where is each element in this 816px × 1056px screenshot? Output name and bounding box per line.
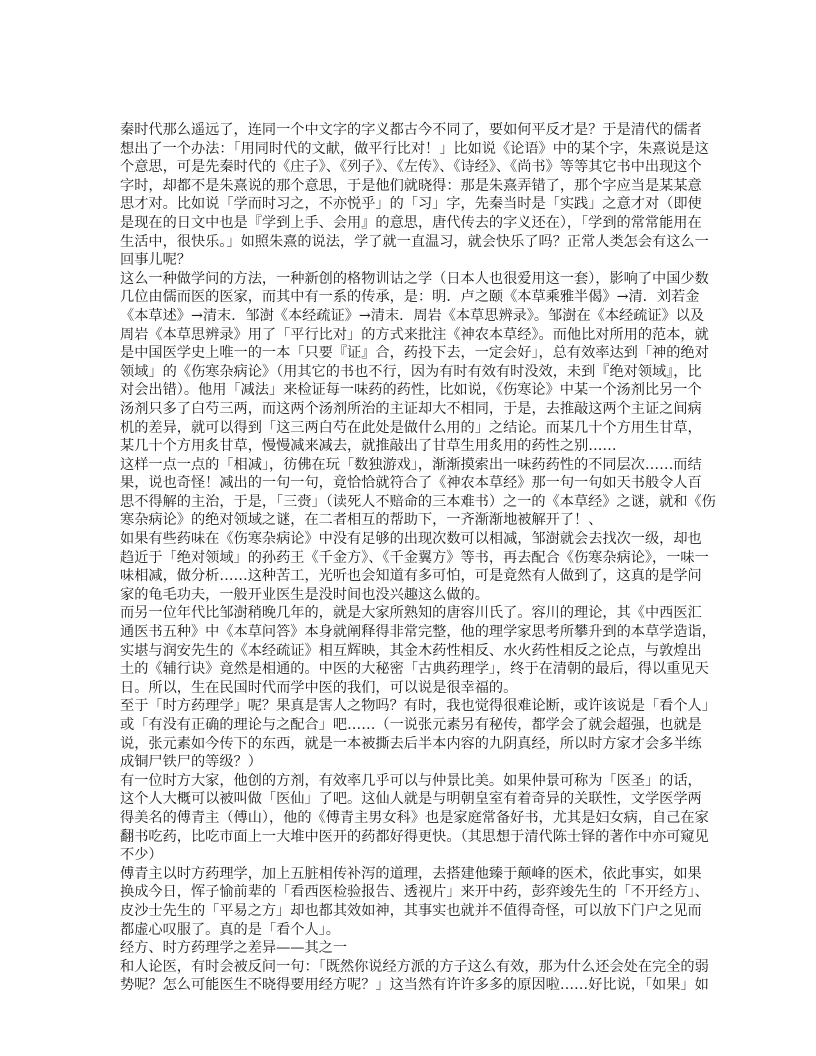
paragraph [120,772,709,865]
text-line: 味相减，做分析……这种苦工，光听也会知道有多可怕，可是竟然有人做到了，这真的是学问 [120,568,702,585]
text-line: 说，张元素如今传下的东西，就是一本被撕去后半本内容的九阴真经，所以时方家才会多半练 [120,735,702,752]
text-line: 势呢？怎么可能医生不晓得要用经方呢？」这当然有许许多多的原因啦……好比说，「如果」如 [120,977,709,994]
paragraph [120,121,709,270]
text-line: 果，说也奇怪！减出的一句一句，竟恰恰就符合了《神农本草经》那一句一句如天书般令人百 [120,475,702,492]
text-line: 汤剂只多了白芍三两，而这两个汤剂所治的主证却大不相同，于是，去推敲这两个主证之间病 [120,400,702,417]
text-line: 经方、时方药理学之差异——其之一 [120,940,348,957]
text-line: 是现在的日文中也是『学到上手、会用』的意思，唐代传去的字义还在），「学到的常常能用在 [120,214,702,231]
text-line: 和人论医，有时会被反问一句：「既然你说经方派的方子这么有效，那为什么还会处在完全的弱 [120,958,709,975]
text-line: 换成今日，恽子愉前辈的「看西医检验报告、透视片」来开中药，彭弈竣先生的「不开经方」、 [120,884,709,901]
text-line: 如果有些药味在《伤寒杂病论》中没有足够的出现次数可以相减，邹澍就会去找次一级，却也 [120,531,702,548]
text-line: 秦时代那么遥远了，连同一个中文字的字义都古今不同了，要如何平反才是？于是清代的儒者 [120,122,702,138]
text-line: 寒杂病论》的绝对领域之谜，在二者相互的帮助下，一齐渐渐地被解开了！、 [120,512,603,529]
text-line: 都虚心叹服了。真的是「看个人」。 [120,921,340,938]
text-line: 思才对。比如说「学而时习之，不亦悦乎」的「习」字，先秦当时是「实践」之意才对（即使 [120,196,702,213]
text-line: 傅青主以时方药理学，加上五脏相传补泻的道理，去搭建他臻于颠峰的医术，依此事实，如果 [120,865,702,882]
paragraph [120,456,716,530]
paragraph [120,958,709,995]
text-line: 几位由儒而医的医家，而其中有一系的传承，是：明．卢之颐《本草乘雅半偈》→清．刘若金 [120,289,700,306]
text-line: 思不得解的主治，于是，「三赍」（读死人不赔命的三本难书）之一的《本草经》之谜，就和《伤 [120,493,716,510]
text-line: 某几十个方用炙甘草，慢慢减来减去，就推敲出了甘草生用炙用的药性之别…… [120,438,617,455]
text-line: 想出了一个办法：「用同时代的文献，做平行比对！」比如说《论语》中的某个字，朱熹说是这 [120,140,709,157]
text-line: 个意思，可是先秦时代的《庄子》、《列子》、《左传》、《诗经》、《尚书》等等其它书中出现这个 [120,159,702,176]
text-line: 通医书五种》中《本草问答》本身就阐释得非常完整，他的理学家思考所攀升到的本草学造诣， [120,624,716,641]
paragraph [120,530,709,604]
paragraph [120,604,716,697]
text-line: 翻书吃药，比吃市面上一大堆中医开的药都好得更快。（其思想于清代陈士铎的著作中亦可窥见 [120,828,709,845]
paragraph [120,865,709,939]
document-body [120,121,716,995]
text-line: 生活中，很快乐。」如照朱熹的说法，学了就一直温习，就会快乐了吗？正常人类怎会有这么一 [120,233,709,250]
text-line: 机的差异，就可以得到「这三两白芍在此处是做什么用的」之结论。而某几十个方用生甘草， [120,419,702,436]
text-line: 字时，却都不是朱熹说的那个意思，于是他们就晓得：那是朱熹弄错了，那个字应当是某某意 [120,177,702,194]
paragraph [120,939,698,958]
text-line: 有一位时方大家，他创的方剂，有效率几乎可以与仲景比美。如果仲景可称为「医圣」的话， [120,772,702,789]
text-line: 实堪与润安先生的《本经疏证》相互辉映，其金木药性相反、水火药性相反之论点，与敦煌出 [120,642,702,659]
text-line: 土的《辅行诀》竟然是相通的。中医的大秘密「古典药理学」，终于在清朝的最后，得以重见天 [120,661,709,678]
text-line: 周岩《本草思辨录》用了「平行比对」的方式来批注《神农本草经》。而他比对所用的范本，就 [120,326,709,343]
paragraph [120,270,709,456]
text-line: 是中国医学史上唯一的一本「只要『证』合，药投下去，一定会好」，总有效率达到「神的绝对 [120,345,709,362]
text-line: 家的龟毛功夫，一般开业医生是没时间也没兴趣这么做的。 [120,586,489,603]
text-line: 回事儿呢？ [120,252,191,269]
text-line: 这个人大概可以被叫做「医仙」了吧。这仙人就是与明朝皇室有着奇异的关联性，文学医学两 [120,791,702,808]
text-line: 至于「时方药理学」呢？果真是害人之物吗？有时，我也觉得很难论断，或许该说是「看个人」 [120,698,716,715]
text-line: 得美名的傅青主（傅山），他的《傅青主男女科》也是家庭常备好书，尤其是妇女病，自己在家 [120,809,709,826]
text-line: 这么一种做学问的方法，一种新创的格物训诂之学（日本人也很爱用这一套），影响了中国少数 [120,270,709,287]
text-line: 趋近于「绝对领域」的孙药王《千金方》、《千金翼方》等书，再去配合《伤寒杂病论》，一味一 [120,549,709,566]
text-line: 或「有没有正确的理论与之配合」吧……（一说张元素另有秘传，都学会了就会超强，也就是 [120,717,702,733]
paragraph [120,697,716,771]
text-line: 《本草述》→清末．邹澍《本经疏证》→清末．周岩《本草思辨录》。邹澍在《本经疏证》以及 [120,307,705,324]
text-line: 日。所以，生在民国时代而学中医的我们，可以说是很幸福的。 [120,679,518,696]
text-line: 不少） [120,847,163,864]
text-line: 而另一位年代比邹澍稍晚几年的，就是大家所熟知的唐容川氏了。容川的理论，其《中西医汇 [120,605,702,622]
text-line: 这样一点一点的「相减」，彷佛在玩「数独游戏」，渐渐摸索出一味药药性的不同层次……而结 [120,456,702,473]
text-line: 领域」的《伤寒杂病论》（用其它的书也不行，因为有时有效有时没效，未到『绝对领域』，比 [120,363,702,380]
text-line: 成铜尸铁尸的等级？） [120,754,262,771]
text-line: 皮沙士先生的「平易之方」却也都其效如神，其事实也就并不值得奇怪，可以放下门户之见而 [120,902,702,919]
text-line: 对会出错）。他用「减法」来检证每一味药的药性，比如说，《伤寒论》中某一个汤剂比另一个 [120,382,702,399]
